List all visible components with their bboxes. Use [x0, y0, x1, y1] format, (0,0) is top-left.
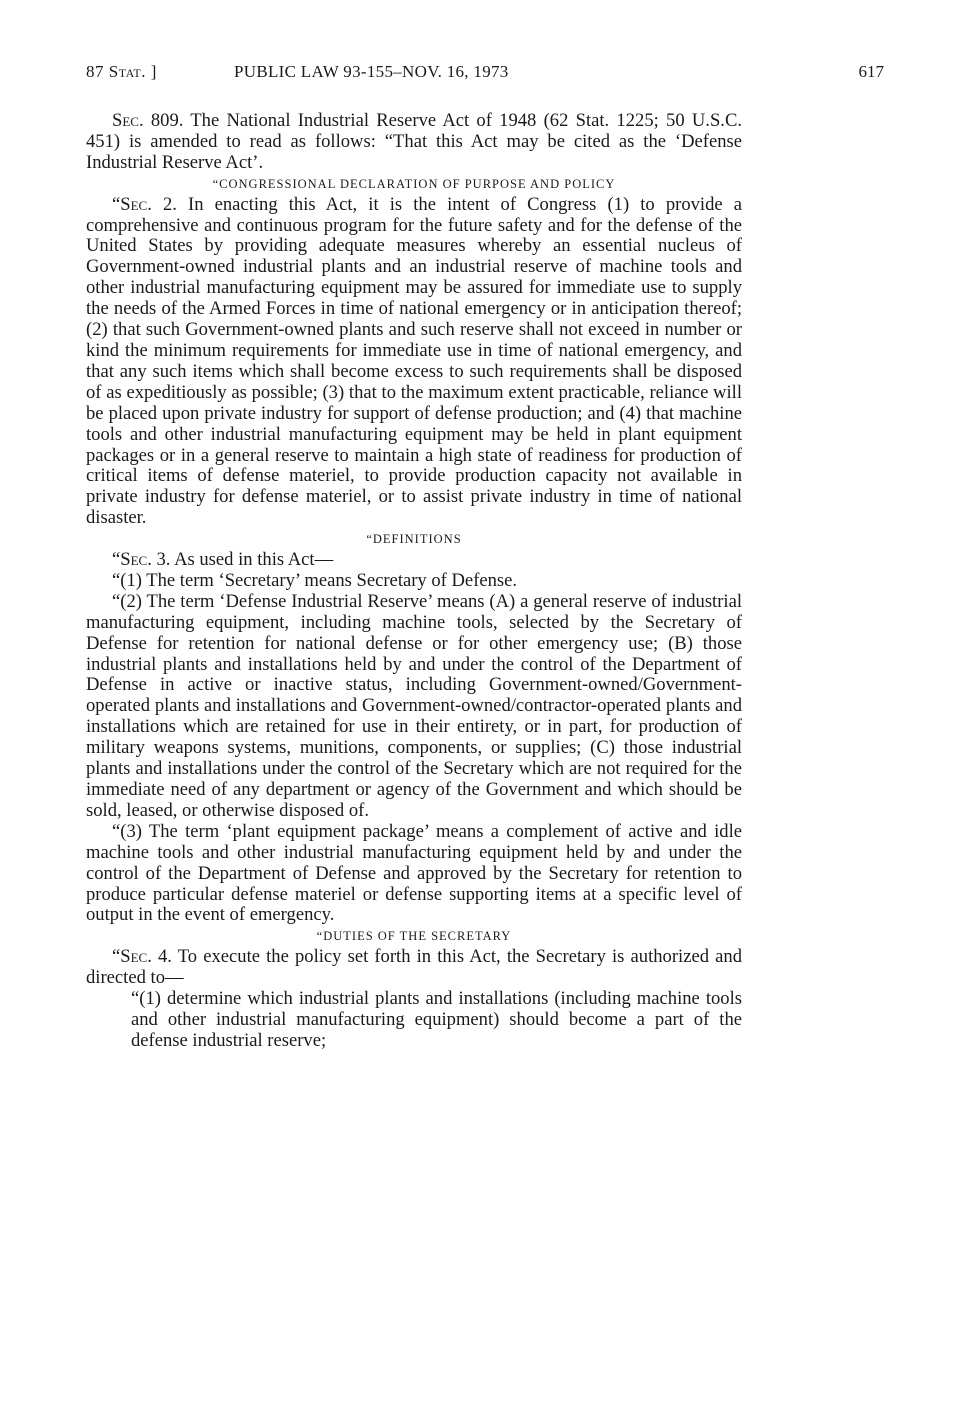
section-lead: Sec.: [112, 110, 144, 131]
heading-definitions: “DEFINITIONS: [366, 532, 462, 547]
volume-number: 87: [86, 62, 104, 81]
statute-citation: [86, 62, 157, 82]
section-3: [86, 550, 742, 571]
bracket: ]: [150, 62, 157, 81]
document-body: [86, 111, 742, 1052]
section-text: 4. To execute the policy set forth in this Act, the Secretary is authorized and directed to—: [86, 946, 742, 989]
heading-congressional-declaration: “CONGRESSIONAL DECLARATION OF PURPOSE AND POLICY: [212, 176, 616, 191]
definition-1: “(1) The term ‘Secretary’ means Secretary of Defense.: [112, 569, 518, 591]
section-lead: “Sec.: [112, 946, 152, 968]
section-text: 2. In enacting this Act, it is the intent of Congress (1) to provide a comprehensive and continuous program for the future safety and for the defense of the United States by providing adequate measures whereby an essential nucleus of Government-owned industrial plants and an industrial reserve of machine tools and other industrial manufacturing equipment may be assured for immediate use to supply the needs of the Armed Forces in time of national emergency or in anticipation thereof; (2) that such Government-owned plants and such reserve shall not exceed in number or kind the minimum requirements for immediate use in time of national emergency, and that any such items which shall become excess to such requirements shall be disposed of as expeditiously as possible; (3) that to the maximum extent practicable, reliance will be placed upon private industry for support of defense production; and (4) that machine tools and other industrial manufacturing equipment may be held in plant equipment packages or in a general reserve to maintain a high state of readiness for production of critical items of defense materiel, to provide production capacity not available in private industry for defense materiel, or to assist private industry in time of national disaster.: [86, 193, 742, 529]
definition-2: “(2) The term ‘Defense Industrial Reserve’ means (A) a general reserve of industrial manufacturing equipment, including machine tools, selected by the Secretary of Defense for retention for national defense or for other emergency use; (B) those industrial plants and installations held by and under the control of the Department of Defense in active or inactive status, including Government-owned/Government-operated plants and installations and Government-owned/contractor-operated plants and installations which are retained for use in their entirety, or in part, for production of military weapons systems, munitions, components, or supplies; (C) those industrial plants and installations under the control of the Secretary which are not required for the immediate need of any department or agency of the Government and which should be sold, leased, or otherwise disposed of.: [86, 590, 742, 821]
page-number: 617: [858, 62, 884, 81]
section-4: [86, 947, 742, 989]
duty-1: “(1) determine which industrial plants and installations (including machine tools and other industrial manufacturing equipment) should become a part of the defense industrial reserve;: [131, 988, 742, 1051]
running-head: [86, 62, 884, 86]
stat-label: Stat.: [108, 62, 146, 81]
page-title: PUBLIC LAW 93-155–NOV. 16, 1973: [234, 62, 509, 81]
section-2: [86, 195, 742, 530]
heading-duties-of-secretary: “DUTIES OF THE SECRETARY: [316, 929, 512, 944]
section-lead: “Sec.: [112, 549, 152, 571]
section-text: 809. The National Industrial Reserve Act of 1948 (62 Stat. 1225; 50 U.S.C. 451) is amended to read as follows: “That this Act may be cited as the ‘Defense Industrial Reserve Act’.: [86, 110, 742, 173]
definition-3: “(3) The term ‘plant equipment package’ means a complement of active and idle machine tools and other industrial manufacturing equipment held by and under the control of the Department of Defense and approved by the Secretary for retention to produce particular defense materiel or defense supporting items at a specific level of output in the event of emergency.: [86, 820, 742, 926]
section-809: [86, 111, 742, 174]
section-text: 3. As used in this Act—: [151, 549, 334, 571]
section-lead: “Sec.: [112, 193, 152, 215]
